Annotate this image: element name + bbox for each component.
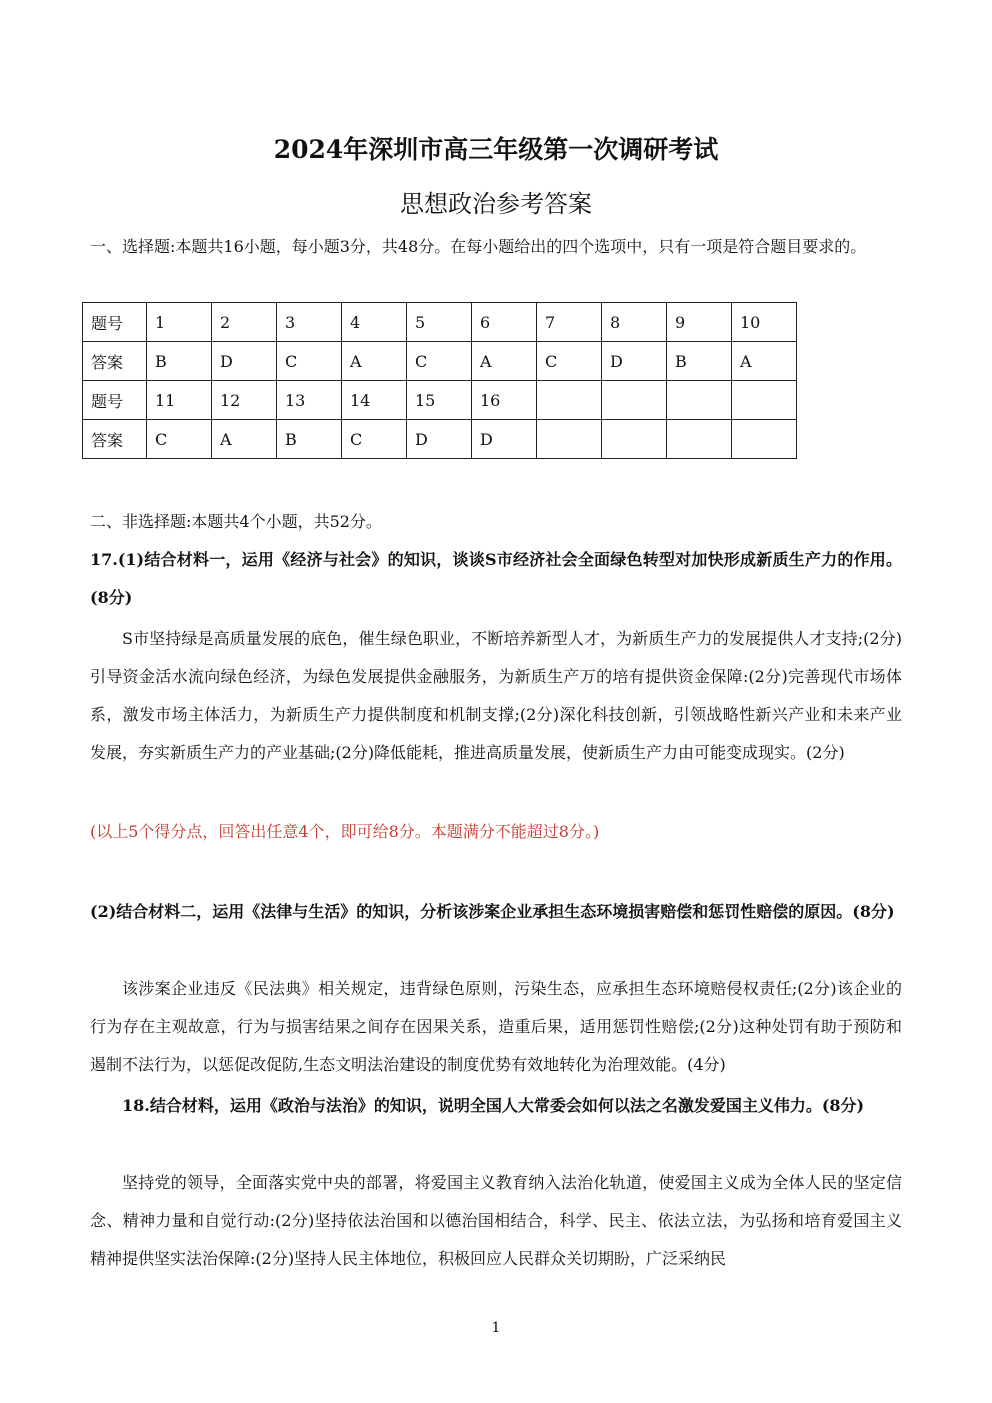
row-label: 题号	[83, 381, 147, 420]
table-cell: C	[342, 420, 407, 459]
table-cell: B	[667, 342, 732, 381]
table-cell	[667, 381, 732, 420]
table-row	[83, 342, 797, 381]
table-cell	[667, 420, 732, 459]
table-cell: C	[407, 342, 472, 381]
table-cell: 3	[277, 303, 342, 342]
table-cell: 12	[212, 381, 277, 420]
table-row	[83, 420, 797, 459]
table-cell: D	[472, 420, 537, 459]
table-cell	[602, 381, 667, 420]
table-cell: 16	[472, 381, 537, 420]
table-cell: 8	[602, 303, 667, 342]
table-cell: 13	[277, 381, 342, 420]
answer-table	[82, 302, 797, 459]
row-label: 题号	[83, 303, 147, 342]
q17-1-answer: S市坚持绿是高质量发展的底色，催生绿色职业，不断培养新型人才，为新质生产力的发展提供人才支持;(2分)引导资金活水流向绿色经济，为绿色发展提供金融服务，为新质生产万的培有提供资金保障:(2分)完善现代市场体系，激发市场主体活力，为新质生产力提供制度和机制支撑;(2分)深化科技创新，引领战略性新兴产业和未来产业发展，夯实新质生产力的产业基础;(2分)降低能耗，推进高质量发展，使新质生产力由可能变成现实。(2分)	[90, 629, 902, 762]
row-label: 答案	[83, 420, 147, 459]
table-cell: 4	[342, 303, 407, 342]
q17-1-scoring-note: (以上5个得分点，回答出任意4个，即可给8分。本题满分不能超过8分。)	[90, 822, 600, 841]
table-cell: D	[407, 420, 472, 459]
table-cell: C	[537, 342, 602, 381]
table-cell: A	[342, 342, 407, 381]
table-cell: 15	[407, 381, 472, 420]
q18-question: 18.结合材料，运用《政治与法治》的知识，说明全国人大常委会如何以法之名激发爱国主义伟力。(8分)	[122, 1096, 865, 1115]
q17-2-question: (2)结合材料二，运用《法律与生活》的知识，分析该涉案企业承担生态环境损害赔偿和惩罚性赔偿的原因。(8分)	[90, 902, 895, 921]
q17-2-answer: 该涉案企业违反《民法典》相关规定，违背绿色原则，污染生态，应承担生态环境赔侵权责任;(2分)该企业的行为存在主观故意，行为与损害结果之间存在因果关系，造重后果，适用惩罚性赔偿;(2分)这种处罚有助于预防和遏制不法行为，以惩促改促防,生态文明法治建设的制度优势有效地转化为治理效能。(4分)	[90, 979, 902, 1074]
row-label: 答案	[83, 342, 147, 381]
table-cell	[732, 381, 797, 420]
table-cell: D	[212, 342, 277, 381]
table-cell	[537, 381, 602, 420]
table-cell	[732, 420, 797, 459]
table-cell: 6	[472, 303, 537, 342]
table-cell: A	[212, 420, 277, 459]
table-row	[83, 303, 797, 342]
table-row	[83, 381, 797, 420]
table-cell: C	[277, 342, 342, 381]
table-cell: 2	[212, 303, 277, 342]
table-cell: B	[147, 342, 212, 381]
page-title: 2024年深圳市高三年级第一次调研考试	[273, 135, 719, 164]
table-cell: 14	[342, 381, 407, 420]
page-number: 1	[491, 1320, 501, 1336]
table-cell: 11	[147, 381, 212, 420]
table-cell: 1	[147, 303, 212, 342]
table-cell: A	[472, 342, 537, 381]
table-cell: 5	[407, 303, 472, 342]
section1-intro: 一、选择题:本题共16小题，每小题3分，共48分。在每小题给出的四个选项中，只有一项是符合题目要求的。	[90, 237, 867, 256]
table-cell: C	[147, 420, 212, 459]
table-cell: B	[277, 420, 342, 459]
q17-1-question: 17.(1)结合材料一，运用《经济与社会》的知识，谈谈S市经济社会全面绿色转型对加快形成新质生产力的作用。(8分)	[90, 550, 902, 607]
page-subtitle: 思想政治参考答案	[400, 190, 592, 218]
table-cell: 9	[667, 303, 732, 342]
table-cell: D	[602, 342, 667, 381]
q18-answer: 坚持党的领导，全面落实党中央的部署，将爱国主义教育纳入法治化轨道，使爱国主义成为全体人民的坚定信念、精神力量和自觉行动:(2分)坚持依法治国和以德治国相结合，科学、民主、依法立法，为弘扬和培育爱国主义精神提供坚实法治保障:(2分)坚持人民主体地位，积极回应人民群众关切期盼，广泛采纳民	[90, 1173, 902, 1268]
section2-intro: 二、非选择题:本题共4个小题，共52分。	[90, 512, 382, 531]
table-cell	[537, 420, 602, 459]
table-cell: 10	[732, 303, 797, 342]
table-cell: 7	[537, 303, 602, 342]
table-cell	[602, 420, 667, 459]
table-cell: A	[732, 342, 797, 381]
